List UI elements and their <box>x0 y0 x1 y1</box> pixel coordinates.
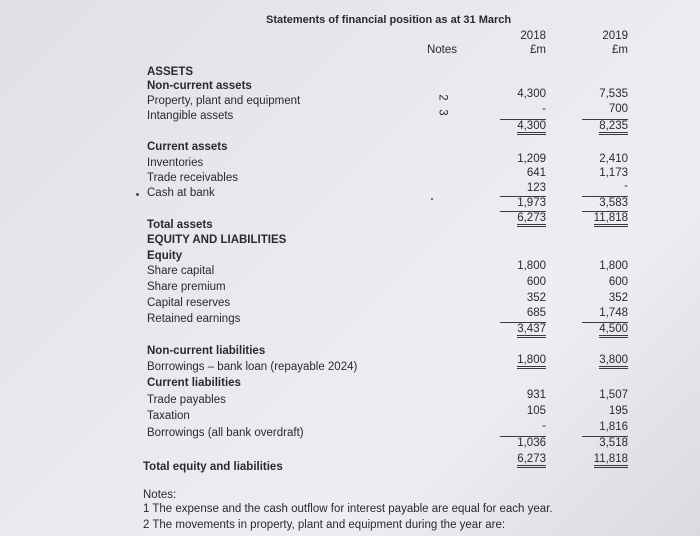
intangible-note: 3 <box>436 109 449 116</box>
overdraft-label: Borrowings (all bank overdraft) <box>147 427 304 439</box>
cash-label: Cash at bank <box>147 187 215 199</box>
cl-total-2018: 1,036 <box>500 436 546 450</box>
intangible-label: Intangible assets <box>147 110 234 122</box>
equity-total-2018 <box>500 322 546 336</box>
receivables-2018: 641 <box>526 167 546 179</box>
total-el-2018-value: 6,273 <box>517 453 546 468</box>
bank-loan-label: Borrowings – bank loan (repayable 2024) <box>147 361 358 373</box>
retained-2018: 685 <box>526 307 546 319</box>
equity-liabilities-heading: EQUITY AND LIABILITIES <box>147 234 287 246</box>
overdraft-2018: - <box>542 420 546 432</box>
overdraft-2019: 1,816 <box>599 421 628 433</box>
statement-title: Statements of financial position as at 31 March <box>266 14 512 26</box>
intangible-2019: 700 <box>608 103 628 115</box>
ppe-label: Property, plant and equipment <box>147 95 301 107</box>
ca-total-2019: 3,583 <box>582 196 628 210</box>
share-capital-2018: 1,800 <box>517 260 546 272</box>
total-equity-liabilities-label: Total equity and liabilities <box>143 461 283 473</box>
cash-2019: - <box>624 180 628 192</box>
bank-loan-2018 <box>500 354 546 367</box>
unit-2019-header: £m <box>612 44 628 56</box>
equity-total-2019 <box>582 322 628 336</box>
total-el-2018 <box>500 453 546 466</box>
bank-loan-2018-value: 1,800 <box>517 354 546 369</box>
inventories-2019: 2,410 <box>599 153 628 165</box>
taxation-2019: 195 <box>608 405 628 417</box>
share-premium-2018: 600 <box>526 276 546 288</box>
ppe-2019: 7,535 <box>599 88 628 100</box>
non-current-liabilities-heading: Non-current liabilities <box>147 345 266 357</box>
equity-heading: Equity <box>147 250 183 262</box>
capital-reserves-label: Capital reserves <box>147 297 231 309</box>
receivables-2019: 1,173 <box>599 167 628 179</box>
capital-reserves-2018: 352 <box>526 292 546 304</box>
inventories-2018: 1,209 <box>517 153 546 165</box>
total-el-2019 <box>582 453 628 466</box>
notes-heading: Notes: <box>143 489 177 501</box>
bank-loan-2019-value: 3,800 <box>599 354 628 369</box>
ppe-2018: 4,300 <box>517 88 546 100</box>
unit-2018-header: £m <box>530 44 546 56</box>
year-2019-header: 2019 <box>602 30 628 42</box>
share-premium-2019: 600 <box>608 276 628 288</box>
current-liabilities-heading: Current liabilities <box>147 377 241 389</box>
bullet-dot <box>136 193 139 196</box>
nca-total-2018 <box>500 119 546 133</box>
total-assets-2018 <box>500 211 546 225</box>
cl-total-2019: 3,518 <box>582 436 628 450</box>
share-capital-label: Share capital <box>147 265 215 277</box>
note-1: 1 The expense and the cash outflow for interest payable are equal for each year. <box>143 503 553 515</box>
year-2018-header: 2018 <box>520 30 546 42</box>
share-capital-2019: 1,800 <box>599 260 628 272</box>
cash-2018: 123 <box>526 182 546 194</box>
current-assets-heading: Current assets <box>147 141 228 153</box>
capital-reserves-2019: 352 <box>608 292 628 304</box>
nca-total-2019-value: 8,235 <box>599 120 628 135</box>
equity-total-2018-value: 3,437 <box>517 323 546 338</box>
notes-column-header: Notes <box>426 44 458 56</box>
retained-earnings-label: Retained earnings <box>147 313 241 325</box>
nca-total-2019 <box>582 119 628 133</box>
total-assets-2019 <box>582 211 628 225</box>
total-assets-label: Total assets <box>147 219 213 231</box>
inventories-label: Inventories <box>147 157 204 169</box>
note-2: 2 The movements in property, plant and equipment during the year are: <box>143 519 506 531</box>
trade-payables-2018: 931 <box>526 389 546 401</box>
stray-mark <box>431 198 433 200</box>
ca-total-2018: 1,973 <box>500 196 546 210</box>
nca-total-2018-value: 4,300 <box>517 120 546 135</box>
total-el-2019-value: 11,818 <box>594 453 628 468</box>
total-assets-2019-value: 11,818 <box>594 212 628 227</box>
bank-loan-2019 <box>582 354 628 367</box>
non-current-assets-heading: Non-current assets <box>147 80 252 92</box>
trade-payables-2019: 1,507 <box>599 389 628 401</box>
retained-2019: 1,748 <box>599 307 628 319</box>
share-premium-label: Share premium <box>147 281 226 293</box>
equity-total-2019-value: 4,500 <box>599 323 628 338</box>
taxation-2018: 105 <box>526 405 546 417</box>
total-assets-2018-value: 6,273 <box>517 212 546 227</box>
taxation-label: Taxation <box>147 410 190 422</box>
assets-heading: ASSETS <box>147 66 194 78</box>
trade-payables-label: Trade payables <box>147 394 226 406</box>
intangible-2018: - <box>542 103 546 115</box>
ppe-note: 2 <box>436 94 449 101</box>
receivables-label: Trade receivables <box>147 172 238 184</box>
